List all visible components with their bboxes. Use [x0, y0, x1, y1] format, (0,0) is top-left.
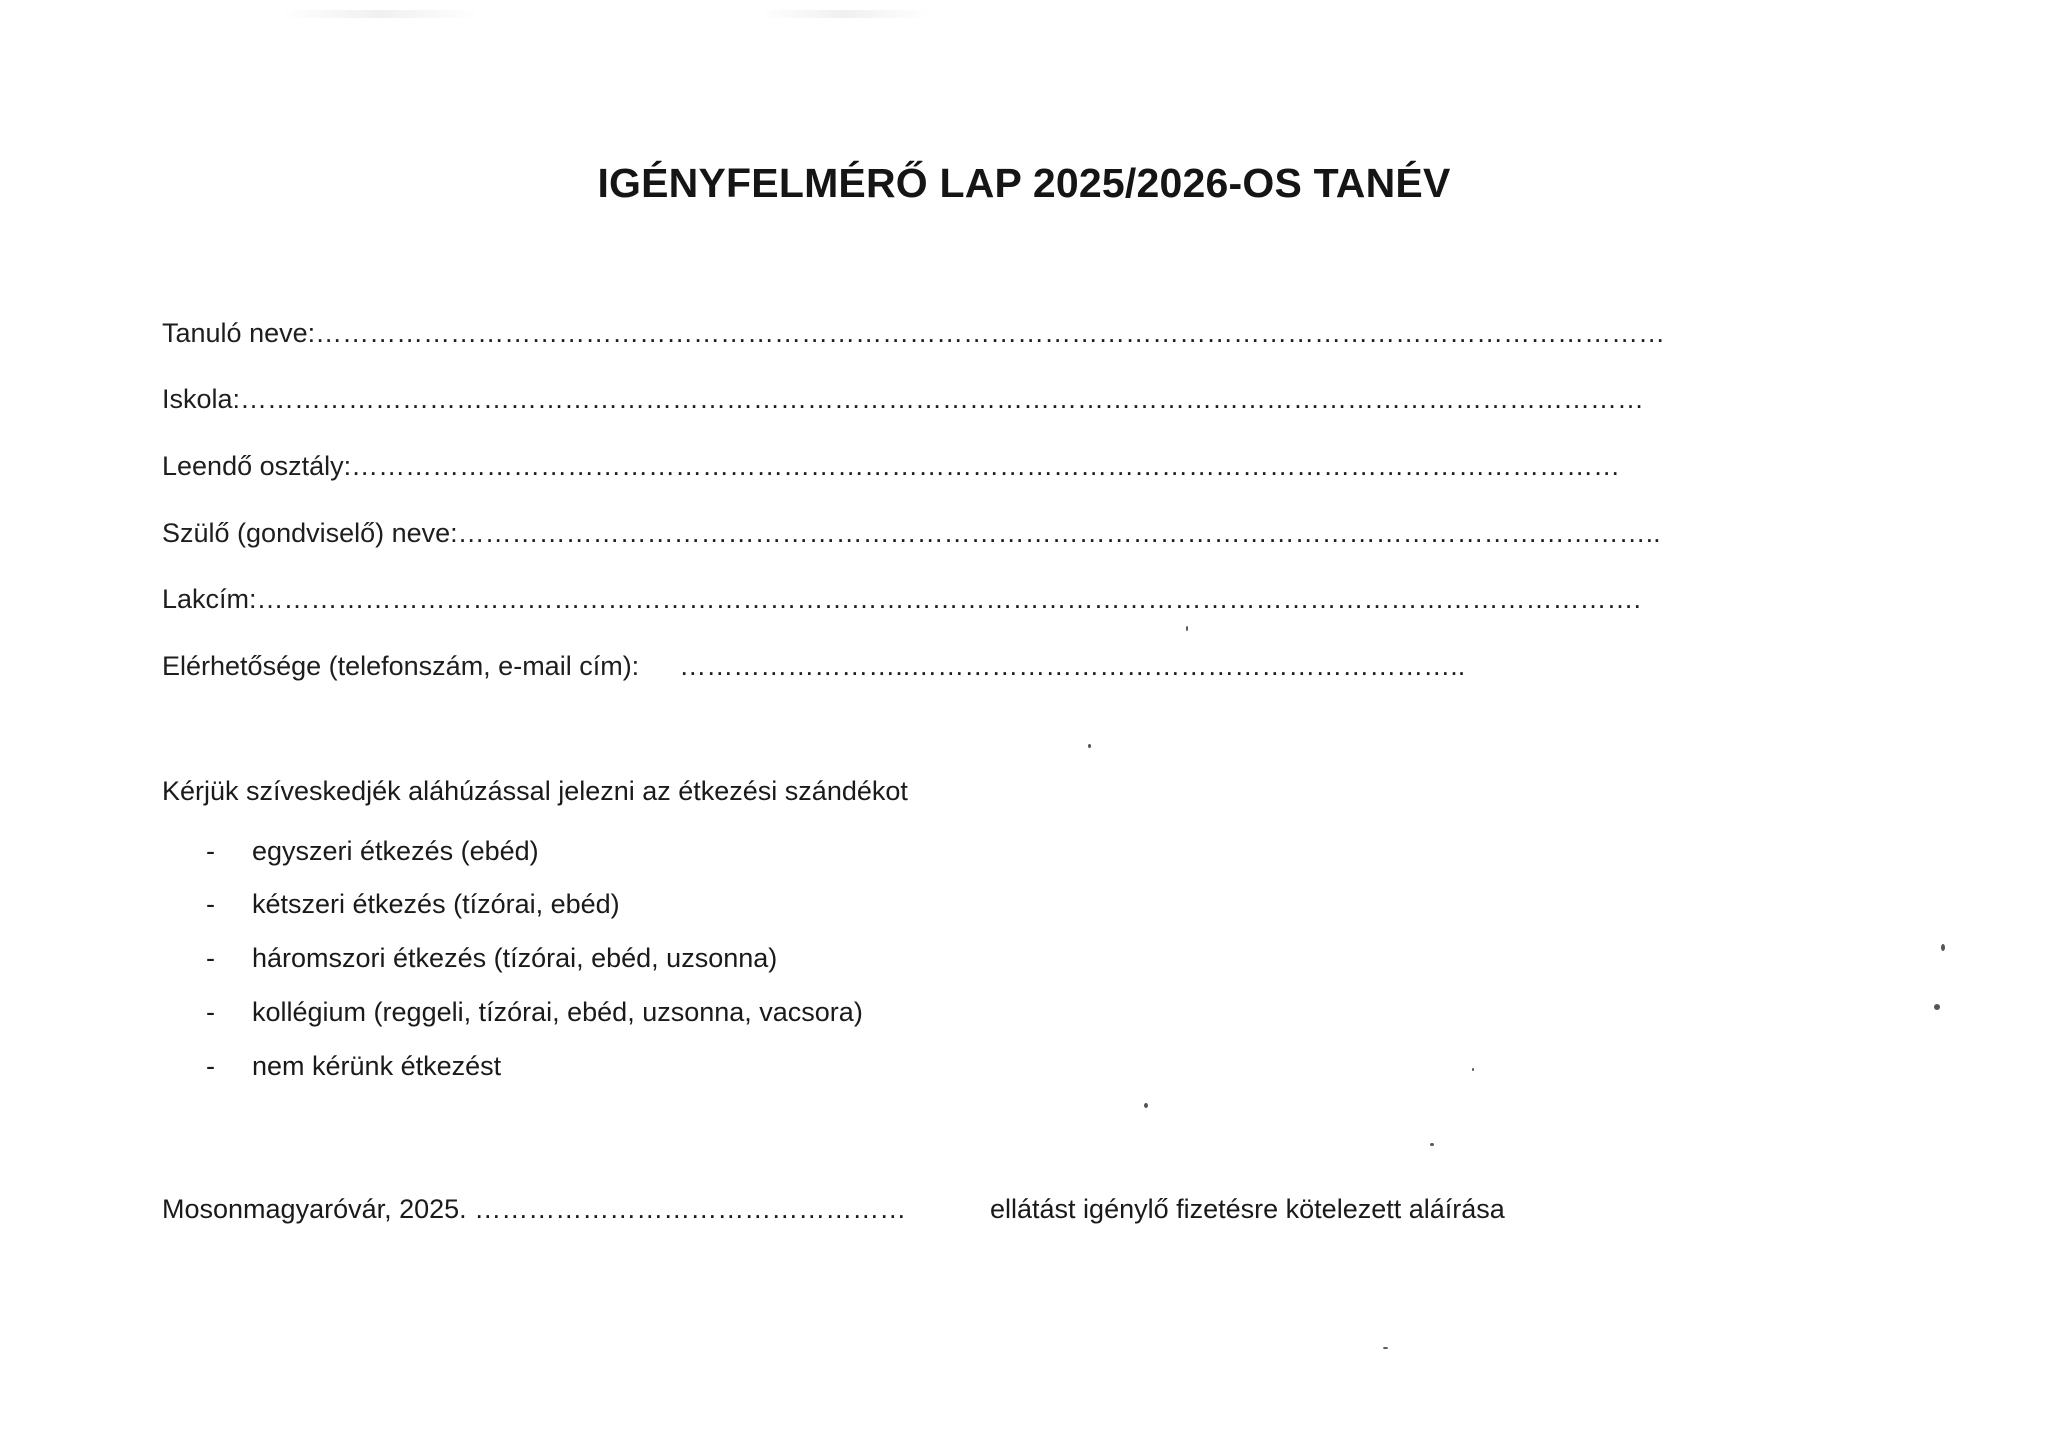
field-label: Elérhetősége (telefonszám, e-mail cím): — [162, 651, 640, 681]
field-school — [162, 384, 1644, 415]
place-date-line — [162, 1194, 906, 1225]
fill-in-dots: …………………………………………………………………………………………………………………….. — [457, 518, 1661, 548]
list-dash: - — [206, 836, 215, 866]
scan-speck — [1144, 1103, 1148, 1108]
fill-in-dots: …………………………………………………………………………………………………………………………… — [351, 451, 1621, 481]
fill-in-dots: ………………………………………………………………………………………………………………………………………… — [240, 384, 1645, 414]
list-dash: - — [206, 1051, 215, 1081]
option-label: kollégium (reggeli, tízórai, ebéd, uzsonna, vacsora) — [252, 997, 863, 1027]
scan-speck — [1088, 744, 1091, 748]
field-label: Lakcím: — [162, 584, 257, 614]
date-dots: ………………………………………… — [474, 1194, 907, 1224]
field-student-name — [162, 318, 1665, 349]
meal-instruction: Kérjük szíveskedjék aláhúzással jelezni az étkezési szándékot — [162, 776, 908, 806]
scan-speck — [1430, 1143, 1434, 1146]
meal-option — [206, 1051, 501, 1082]
option-label: egyszeri étkezés (ebéd) — [252, 836, 539, 866]
scan-speck — [1383, 1347, 1388, 1349]
fill-in-dots: ……………………..…………………………………………………….. — [679, 651, 1466, 681]
field-contact — [162, 651, 1465, 682]
meal-option — [206, 836, 539, 867]
fill-in-dots: …………………………………………………………………………………………………………………………………… — [315, 318, 1666, 348]
field-label: Leendő osztály: — [162, 451, 352, 481]
field-future-class — [162, 451, 1620, 482]
meal-option — [206, 997, 863, 1028]
scan-speck — [1934, 1004, 1940, 1010]
scan-speck — [1472, 1068, 1474, 1071]
meal-option — [206, 943, 777, 974]
list-dash: - — [206, 997, 215, 1027]
fill-in-dots: ………………………………………………………………………………………………………………………………………. — [256, 584, 1642, 614]
document-title: IGÉNYFELMÉRŐ LAP 2025/2026-OS TANÉV — [597, 160, 1451, 206]
scan-shadow — [280, 10, 480, 18]
option-label: nem kérünk étkezést — [252, 1051, 502, 1081]
signature-label: ellátást igénylő fizetésre kötelezett aláírása — [990, 1194, 1505, 1224]
scan-shadow — [760, 10, 930, 18]
list-dash: - — [206, 943, 215, 973]
option-label: kétszeri étkezés (tízórai, ebéd) — [252, 889, 620, 919]
field-label: Tanuló neve: — [162, 318, 316, 348]
scan-speck — [1941, 944, 1945, 951]
field-label: Szülő (gondviselő) neve: — [162, 518, 458, 548]
meal-option — [206, 889, 620, 920]
list-dash: - — [206, 889, 215, 919]
scan-speck — [1186, 626, 1188, 631]
field-address — [162, 584, 1641, 615]
field-parent-name — [162, 518, 1661, 549]
option-label: háromszori étkezés (tízórai, ebéd, uzsonna) — [252, 943, 778, 973]
place-date: Mosonmagyaróvár, 2025. — [162, 1194, 467, 1224]
field-label: Iskola: — [162, 384, 241, 414]
